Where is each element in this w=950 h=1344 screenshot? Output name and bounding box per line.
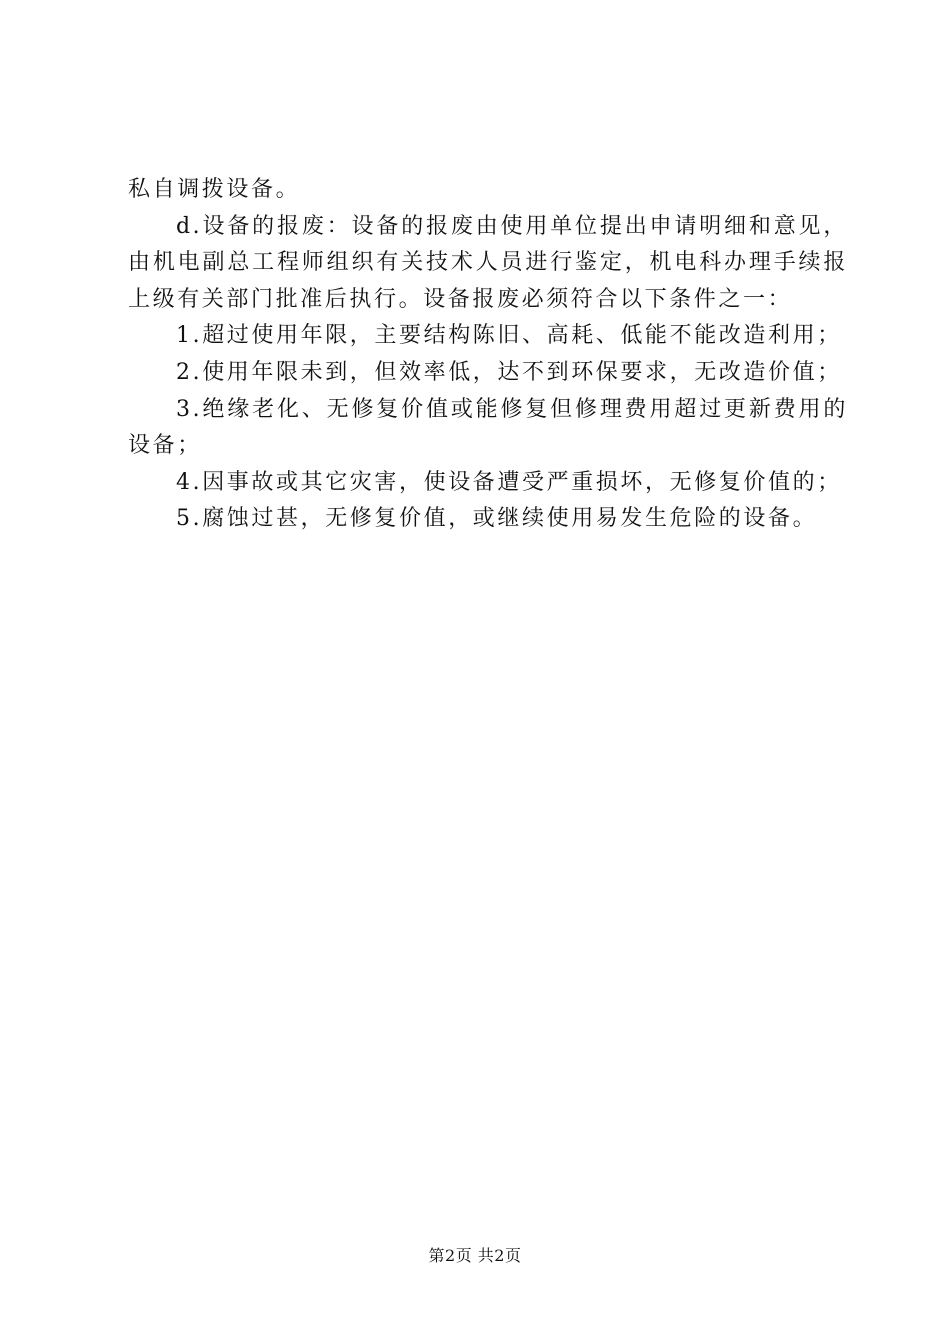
condition-item-5: 5.腐蚀过甚，无修复价值，或继续使用易发生危险的设备。 <box>176 506 818 532</box>
condition-item-1: 1.超过使用年限，主要结构陈旧、高耗、低能不能改造利用； <box>176 323 842 349</box>
paragraph-continuation: 私自调拨设备。 <box>128 177 301 202</box>
document-body <box>128 172 848 538</box>
condition-item-2: 2.使用年限未到，但效率低，达不到环保要求，无改造价值； <box>176 359 842 385</box>
page-number-footer: 第2页 共2页 <box>428 1246 522 1265</box>
paragraph-scrapping-rule: d.设备的报废：设备的报废由使用单位提出申请明细和意见，由机电副总工程师组织有关技术人员进行鉴定，机电科办理手续报上级有关部门批准后执行。设备报废必须符合以下条件之一： <box>128 213 848 312</box>
condition-item-4: 4.因事故或其它灾害，使设备遭受严重损坏，无修复价值的； <box>176 469 842 495</box>
condition-item-3: 3.绝缘老化、无修复价值或能修复但修理费用超过更新费用的设备； <box>128 396 848 459</box>
